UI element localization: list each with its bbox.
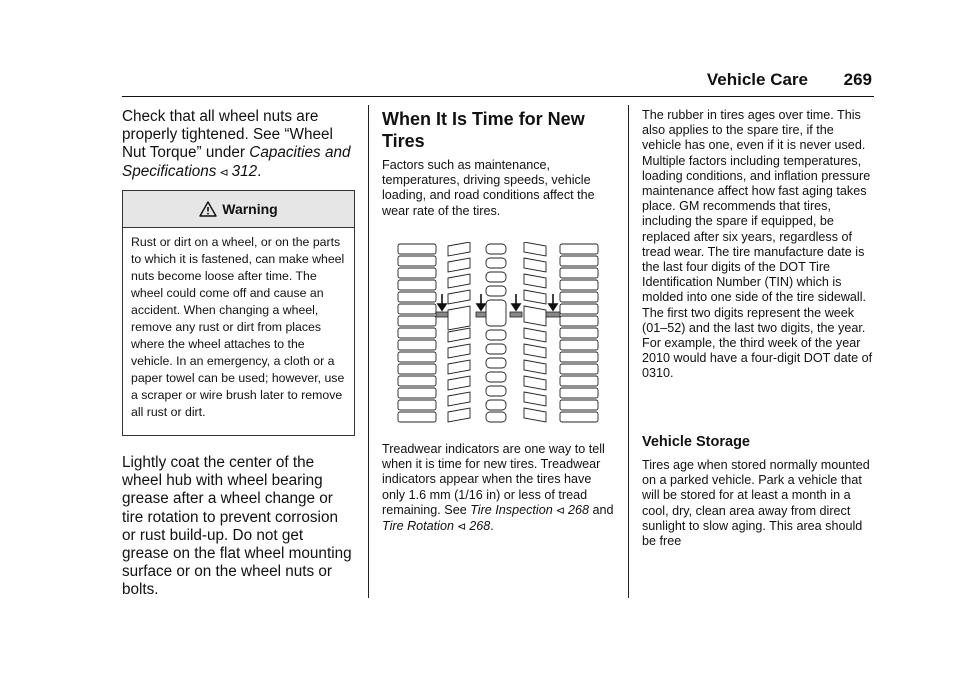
wheel-nut-paragraph [122,108,354,182]
page-ref-268-a[interactable]: 268 [567,502,589,517]
heading-vehicle-storage: Vehicle Storage [642,434,750,450]
warning-box [122,190,355,436]
punctuation: . [257,162,262,180]
page-ref-268-b[interactable]: 268 [469,519,491,534]
wear-factors-paragraph: Factors such as maintenance, temperatures, driving speeds, vehicle loading, and road conditions affect the wear rate of the tires. [382,158,595,218]
header-rule [122,96,874,97]
treadwear-indicator-illustration-icon [396,242,600,424]
heading-new-tires: When It Is Time for New Tires [382,109,585,151]
page-number: 269 [843,70,872,89]
tire-inspection-link[interactable]: Tire Inspection [470,502,553,517]
vehicle-storage-paragraph: Tires age when stored normally mounted on a parked vehicle. Park a vehicle that will be stored for at least a month in a cool, dry, clean area away from direct sunlight to slow aging. This area should be free [642,458,870,549]
warning-title: Warning [222,201,278,217]
page-header [122,70,874,96]
page-ref-arrow-icon: ⊲ [219,166,229,179]
capacities-link[interactable]: Capacities and Specifications [122,144,351,180]
punctuation: . [490,519,494,534]
column-divider-1 [368,105,369,598]
column-1 [122,108,354,599]
paragraph-text: Treadwear indicators are one way to tell when it is time for new tires. Treadwear indicators appear when the tires have only 1.6 mm (1/16 in) or less of tread remaining. See [382,442,605,517]
treadwear-paragraph [382,442,614,535]
warning-header [123,191,354,228]
tire-aging-paragraph: The rubber in tires ages over time. This also applies to the spare tire, if the vehicle has one, even if it is never used. Multiple factors including temperatures, loading conditions, and inflation pressure maintenance affect how fast aging takes place. GM recommends that tires, including the spare if equipped, be replaced after six years, regardless of tread wear. The tire manufacture date is the last four digits of the DOT Tire Identification Number (TIN) which is molded into one side of the tire sidewall. The first two digits represent the week (01–52) and the last two digits, the year. For example, the third week of the year 2010 would have a four-digit DOT date of 0310. [642,108,873,381]
warning-triangle-icon [199,201,217,217]
column-divider-2 [628,105,629,598]
page-ref-arrow-icon: ⊲ [555,504,565,517]
column-3 [642,108,874,549]
page-ref-312[interactable]: 312 [231,162,258,180]
paragraph-text: Check that all wheel nuts are properly tightened. See “Wheel Nut Torque” under [122,108,333,162]
column-2 [382,108,614,534]
grease-paragraph: Lightly coat the center of the wheel hub with wheel bearing grease after a wheel change or tire rotation to prevent corrosion or rust build-up. Do not get grease on the flat wheel mounting surface or on the wheel nuts or bolts. [122,454,352,599]
tire-rotation-link[interactable]: Tire Rotation [382,519,454,534]
section-title: Vehicle Care [706,70,808,89]
page-ref-arrow-icon: ⊲ [456,521,467,534]
conjunction: and [588,502,614,517]
warning-body: Rust or dirt on a wheel, or on the parts to which it is fastened, can make wheel nuts become loose after time. The wheel could come off and cause an accident. When changing a wheel, remove any rust or dirt from places where the wheel attaches to the vehicle. In an emergency, a cloth or a paper towel can be used; however, use a scraper or wire brush later to remove all rust or dirt. [131,235,345,419]
